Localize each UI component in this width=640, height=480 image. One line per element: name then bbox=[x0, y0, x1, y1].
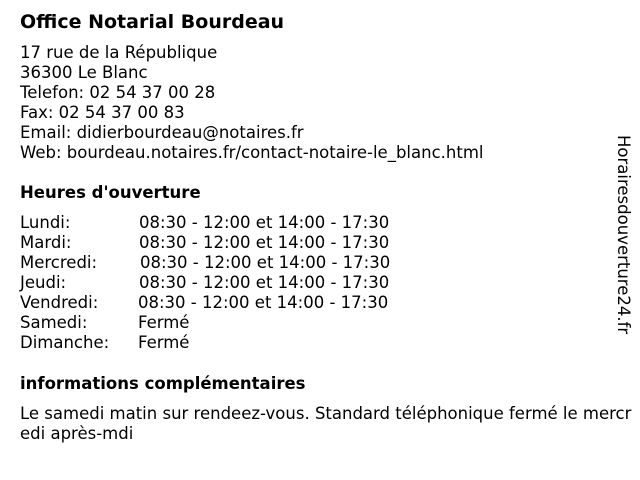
day-hours: Fermé bbox=[138, 333, 190, 352]
office-name: Office Notarial Bourdeau bbox=[20, 11, 285, 33]
hours-heading: Heures d'ouverture bbox=[20, 183, 201, 202]
day-label: Vendredi: bbox=[20, 293, 99, 312]
watermark-text: Horairesdouverture24.fr bbox=[614, 135, 633, 335]
day-label: Dimanche: bbox=[20, 333, 110, 352]
day-hours: 08:30 - 12:00 et 14:00 - 17:30 bbox=[139, 213, 390, 232]
address-line-1: 17 rue de la République bbox=[20, 43, 218, 62]
site-watermark bbox=[612, 135, 634, 375]
address-line-2: 36300 Le Blanc bbox=[20, 63, 148, 82]
phone-line: Telefon: 02 54 37 00 28 bbox=[20, 83, 216, 102]
day-hours: 08:30 - 12:00 et 14:00 - 17:30 bbox=[140, 253, 391, 272]
day-label: Lundi: bbox=[20, 213, 71, 232]
info-heading: informations complémentaires bbox=[20, 374, 306, 393]
day-label: Mercredi: bbox=[20, 253, 98, 272]
day-hours: 08:30 - 12:00 et 14:00 - 17:30 bbox=[138, 293, 389, 312]
day-label: Samedi: bbox=[20, 313, 88, 332]
fax-line: Fax: 02 54 37 00 83 bbox=[20, 103, 185, 122]
info-text: Le samedi matin sur rendeez-vous. Standard téléphonique fermé le mercredi après-mdi bbox=[20, 404, 632, 443]
email-line: Email: didierbourdeau@notaires.fr bbox=[20, 123, 304, 142]
day-label: Mardi: bbox=[20, 233, 72, 252]
contact-block bbox=[20, 43, 483, 163]
day-hours: Fermé bbox=[138, 313, 190, 332]
day-hours: 08:30 - 12:00 et 14:00 - 17:30 bbox=[139, 273, 390, 292]
day-label: Jeudi: bbox=[20, 273, 67, 292]
day-hours: 08:30 - 12:00 et 14:00 - 17:30 bbox=[139, 233, 390, 252]
web-line: Web: bourdeau.notaires.fr/contact-notaire-le_blanc.html bbox=[20, 143, 484, 162]
